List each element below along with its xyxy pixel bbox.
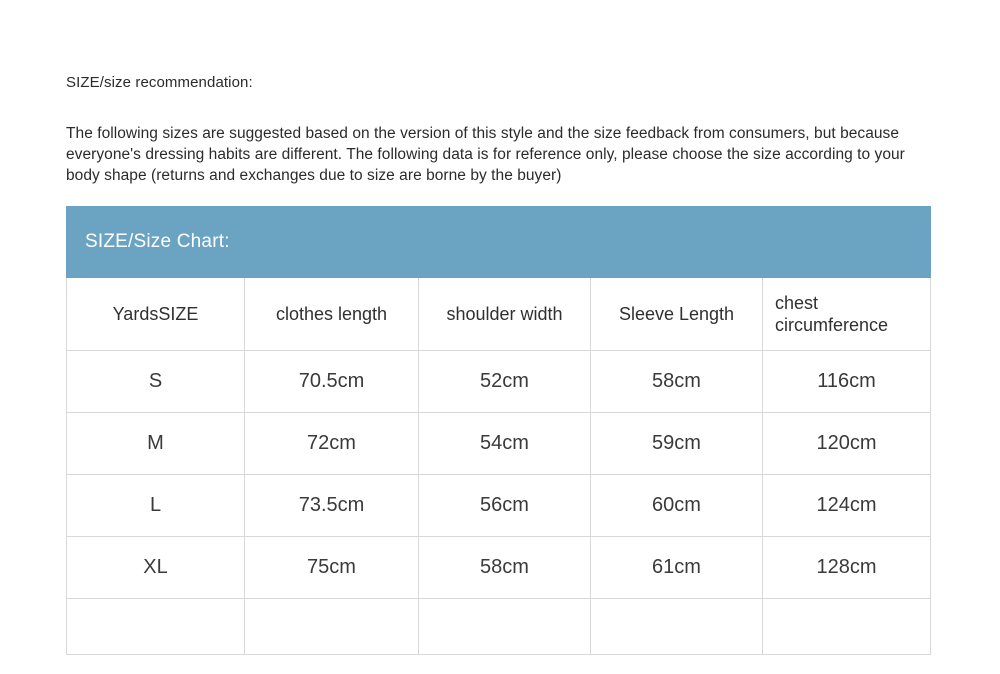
cell-clothes-length: 73.5cm	[245, 475, 419, 537]
column-header-chest-circumference: chest circumference	[763, 278, 931, 351]
cell-shoulder-width: 52cm	[419, 351, 591, 413]
cell-size: S	[67, 351, 245, 413]
cell-shoulder-width: 54cm	[419, 413, 591, 475]
cell-chest-circumference: 120cm	[763, 413, 931, 475]
intro-paragraph: The following sizes are suggested based on the version of this style and the size feedback from consumers, but because everyone's dressing habits are different. The following data is for reference only, please choose the size according to your body shape (returns and exchanges due to size are borne by the buyer)	[66, 125, 905, 184]
cell-clothes-length	[245, 599, 419, 655]
cell-sleeve-length: 58cm	[591, 351, 763, 413]
table-banner-label: SIZE/Size Chart:	[67, 207, 931, 278]
cell-size	[67, 599, 245, 655]
table-banner-row	[67, 207, 931, 278]
table-row	[67, 413, 931, 475]
cell-sleeve-length: 61cm	[591, 537, 763, 599]
cell-clothes-length: 75cm	[245, 537, 419, 599]
cell-shoulder-width	[419, 599, 591, 655]
column-header-shoulder-width: shoulder width	[419, 278, 591, 351]
cell-size: L	[67, 475, 245, 537]
cell-sleeve-length: 59cm	[591, 413, 763, 475]
cell-clothes-length: 72cm	[245, 413, 419, 475]
cell-chest-circumference	[763, 599, 931, 655]
cell-chest-circumference: 124cm	[763, 475, 931, 537]
column-header-clothes-length: clothes length	[245, 278, 419, 351]
cell-chest-circumference: 116cm	[763, 351, 931, 413]
table-row	[67, 537, 931, 599]
cell-chest-circumference: 128cm	[763, 537, 931, 599]
table-row	[67, 351, 931, 413]
cell-shoulder-width: 58cm	[419, 537, 591, 599]
cell-clothes-length: 70.5cm	[245, 351, 419, 413]
column-header-sleeve-length: Sleeve Length	[591, 278, 763, 351]
cell-size: M	[67, 413, 245, 475]
cell-sleeve-length: 60cm	[591, 475, 763, 537]
cell-size: XL	[67, 537, 245, 599]
cell-sleeve-length	[591, 599, 763, 655]
cell-shoulder-width: 56cm	[419, 475, 591, 537]
page-title: SIZE/size recommendation:	[66, 74, 253, 91]
size-chart-table	[66, 206, 931, 655]
column-header-size: YardsSIZE	[67, 278, 245, 351]
table-row	[67, 599, 931, 655]
table-row	[67, 475, 931, 537]
table-header-row	[67, 278, 931, 351]
